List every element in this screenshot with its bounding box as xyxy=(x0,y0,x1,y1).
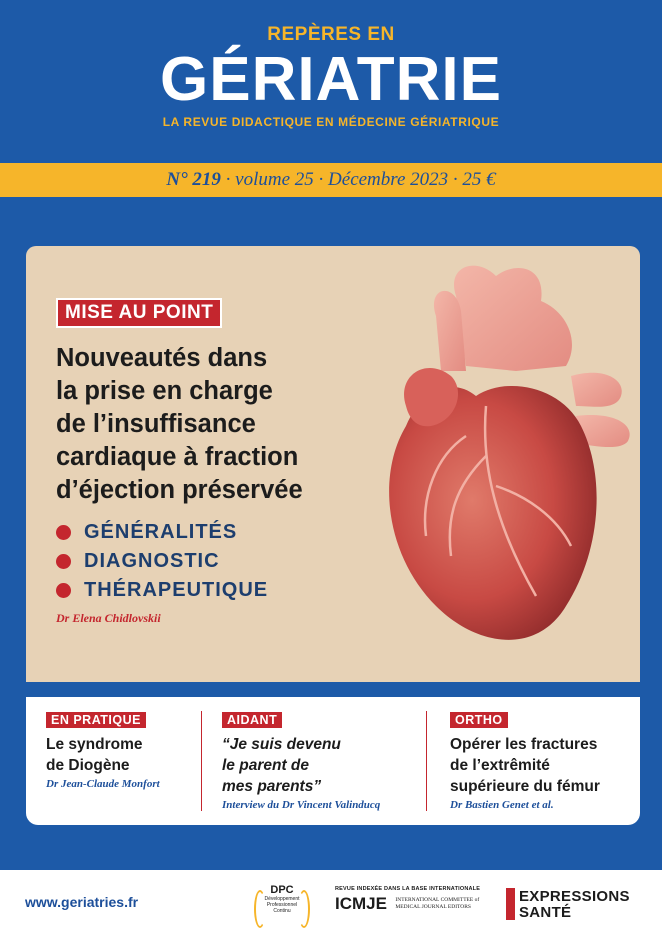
feature-bullet: DIAGNOSTIC xyxy=(56,547,268,576)
publisher-bar-icon xyxy=(506,888,515,920)
masthead-tagline: LA REVUE DIDACTIQUE EN MÉDECINE GÉRIATRIQUE xyxy=(162,115,500,129)
bullet-dot-icon xyxy=(56,583,71,598)
card-divider xyxy=(201,711,202,811)
dpc-arc-right xyxy=(298,890,310,928)
feature-title-line: Nouveautés dans xyxy=(56,344,268,372)
bullet-dot-icon xyxy=(56,554,71,569)
article-author: Interview du Dr Vincent Valinducq xyxy=(222,799,381,811)
article-card-en-pratique[interactable] xyxy=(46,711,206,790)
footer xyxy=(0,870,662,942)
article-section-tag: EN PRATIQUE xyxy=(46,712,146,728)
website-link[interactable]: www.geriatries.fr xyxy=(25,894,139,910)
icmje-note: REVUE INDEXÉE DANS LA BASE INTERNATIONALE xyxy=(335,886,481,892)
feature-title-line: d’éjection préservée xyxy=(56,476,303,504)
article-author: Dr Jean-Claude Monfort xyxy=(46,778,160,790)
article-title: “Je suis devenu le parent de mes parents” xyxy=(222,736,341,795)
feature-title xyxy=(56,342,386,507)
feature-title-line: de l’insuffisance xyxy=(56,410,256,438)
dpc-arc-left xyxy=(254,890,266,928)
vessel-right xyxy=(571,373,622,407)
feature-title-line: cardiaque à fraction xyxy=(56,443,299,471)
article-cards xyxy=(26,697,640,825)
feature-bullets xyxy=(56,518,268,605)
feature-article[interactable] xyxy=(26,246,640,682)
feature-section-tag: MISE AU POINT xyxy=(56,298,222,328)
issue-number: N° 219 xyxy=(166,169,221,190)
feature-bullet: THÉRAPEUTIQUE xyxy=(56,576,268,605)
feature-title-line: la prise en charge xyxy=(56,377,273,405)
article-author: Dr Bastien Genet et al. xyxy=(450,799,554,811)
article-section-tag: ORTHO xyxy=(450,712,508,728)
icmje-side: INTERNATIONAL COMMITTEE of MEDICAL JOURNAL EDITORS xyxy=(395,897,480,910)
aorta xyxy=(454,266,572,371)
issue-details: · volume 25 · Décembre 2023 · 25 € xyxy=(220,169,496,190)
issue-band xyxy=(0,163,662,197)
card-divider xyxy=(426,711,427,811)
article-card-aidant[interactable] xyxy=(222,711,422,811)
publisher-line1: EXPRESSIONS xyxy=(519,888,630,905)
article-title: Le syndrome de Diogène xyxy=(46,736,143,774)
article-card-ortho[interactable] xyxy=(450,711,640,811)
dpc-label: DPC xyxy=(270,884,294,896)
icmje-logo xyxy=(335,886,480,914)
masthead xyxy=(0,0,662,163)
article-title: Opérer les fractures de l’extrêmité supérieure du fémur xyxy=(450,736,600,795)
publisher-line2: SANTÉ xyxy=(519,904,572,921)
masthead-title: GÉRIATRIE xyxy=(160,45,502,114)
heart-illustration xyxy=(366,256,640,676)
bullet-dot-icon xyxy=(56,525,71,540)
icmje-label: ICMJE xyxy=(335,894,387,913)
dpc-logo: DPC Développement Professionnel Continu xyxy=(252,884,312,928)
feature-author: Dr Elena Chidlovskii xyxy=(56,611,161,625)
masthead-kicker: REPÈRES EN xyxy=(267,24,395,45)
article-section-tag: AIDANT xyxy=(222,712,282,728)
feature-bullet: GÉNÉRALITÉS xyxy=(56,518,268,547)
